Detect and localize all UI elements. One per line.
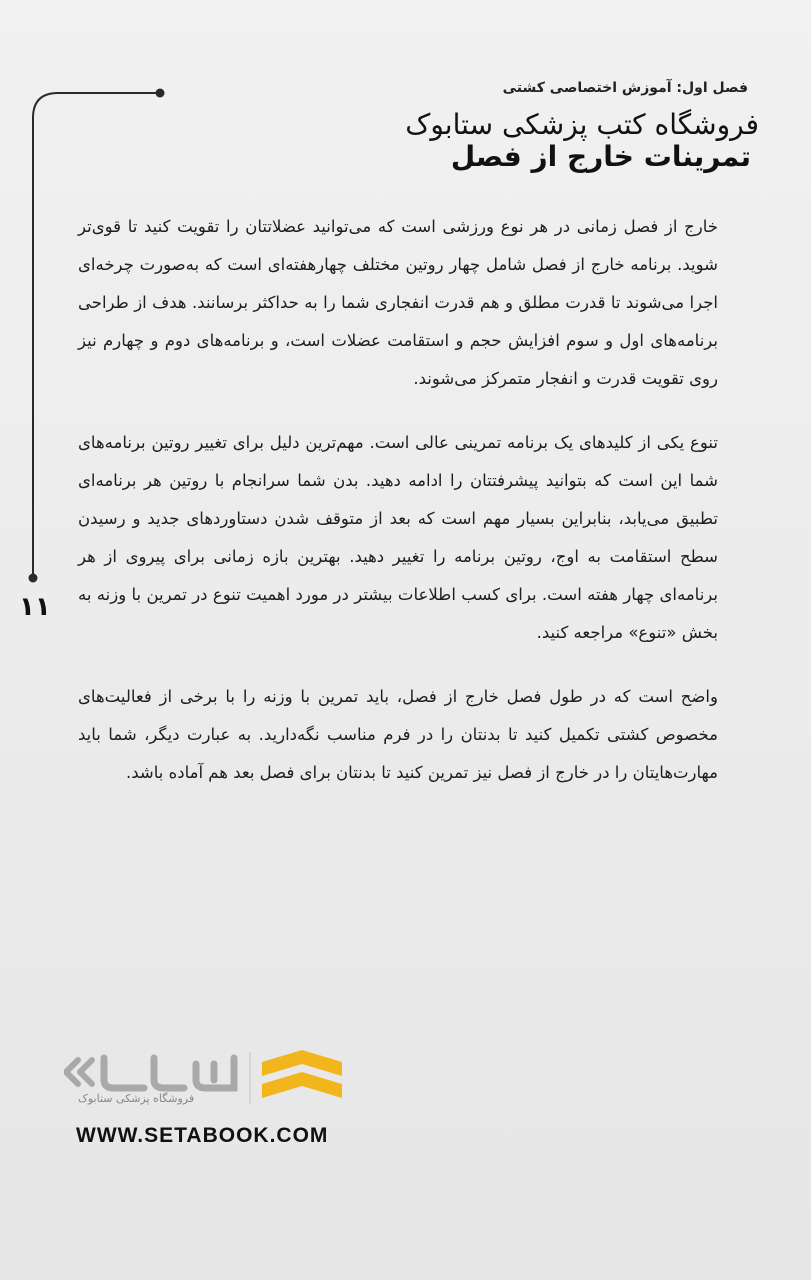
paragraph-1: خارج از فصل زمانی در هر نوع ورزشی است که می‌توانید عضلاتتان را تقویت کنید تا قوی‌تر شوید. برنامه خارج از فصل شامل چهار روتین مختلف چهارهفته‌ای است که به‌صورت چرخه‌ای اجرا می‌شوند تا قدرت مطلق و هم قدرت انفجاری شما را به حداکثر برسانند. هدف از طراحی برنامه‌های اول و سوم افزایش حجم و استقامت عضلات است، و برنامه‌های دوم و چهارم نیز روی تقویت قدرت و انفجار متمرکز می‌شوند. [78, 217, 718, 388]
margin-dot-bottom [29, 574, 38, 583]
chapter-header: فصل اول: آموزش اختصاصی کشتی [502, 80, 748, 96]
paragraph-3: واضح است که در طول فصل خارج از فصل، باید تمرین با وزنه را با برخی از فعالیت‌های مخصوص کشتی تکمیل کنید تا بدنتان را در فرم مناسب نگه‌دارید. به عبارت دیگر، شما باید مهارت‌هایتان را در خارج از فصل نیز تمرین کنید تا بدنتان برای فصل بعد هم آماده باشد. [78, 687, 718, 782]
margin-dot-top [156, 89, 165, 98]
paragraph-2: تنوع یکی از کلیدهای یک برنامه تمرینی عالی است. مهم‌ترین دلیل برای تغییر روتین برنامه‌های شما این است که بتوانید پیشرفتتان را ادامه دهید. بدن شما سرانجام با روتین هر برنامه‌ای تطبیق می‌یابد، بنابراین بسیار مهم است که بعد از متوقف شدن دستاوردهای جدید و رسیدن سطح استقامت به اوج، روتین برنامه را تغییر دهید. بهترین بازه زمانی برای پیروی از هر برنامه‌ای چهار هفته است. برای کسب اطلاعات بیشتر در مورد اهمیت تنوع در تمرین با وزنه به بخش «تنوع» مراجعه کنید. [78, 433, 718, 642]
watermark-subtitle: فروشگاه پزشکی ستابوک [78, 1092, 195, 1105]
store-name-overlay: فروشگاه کتب پزشکی ستابوک [405, 108, 759, 141]
site-url: WWW.SETABOOK.COM [76, 1124, 329, 1147]
body-text [78, 208, 718, 818]
page-number: ۱۱ [19, 592, 51, 622]
section-title: تمرینات خارج از فصل [450, 140, 751, 173]
